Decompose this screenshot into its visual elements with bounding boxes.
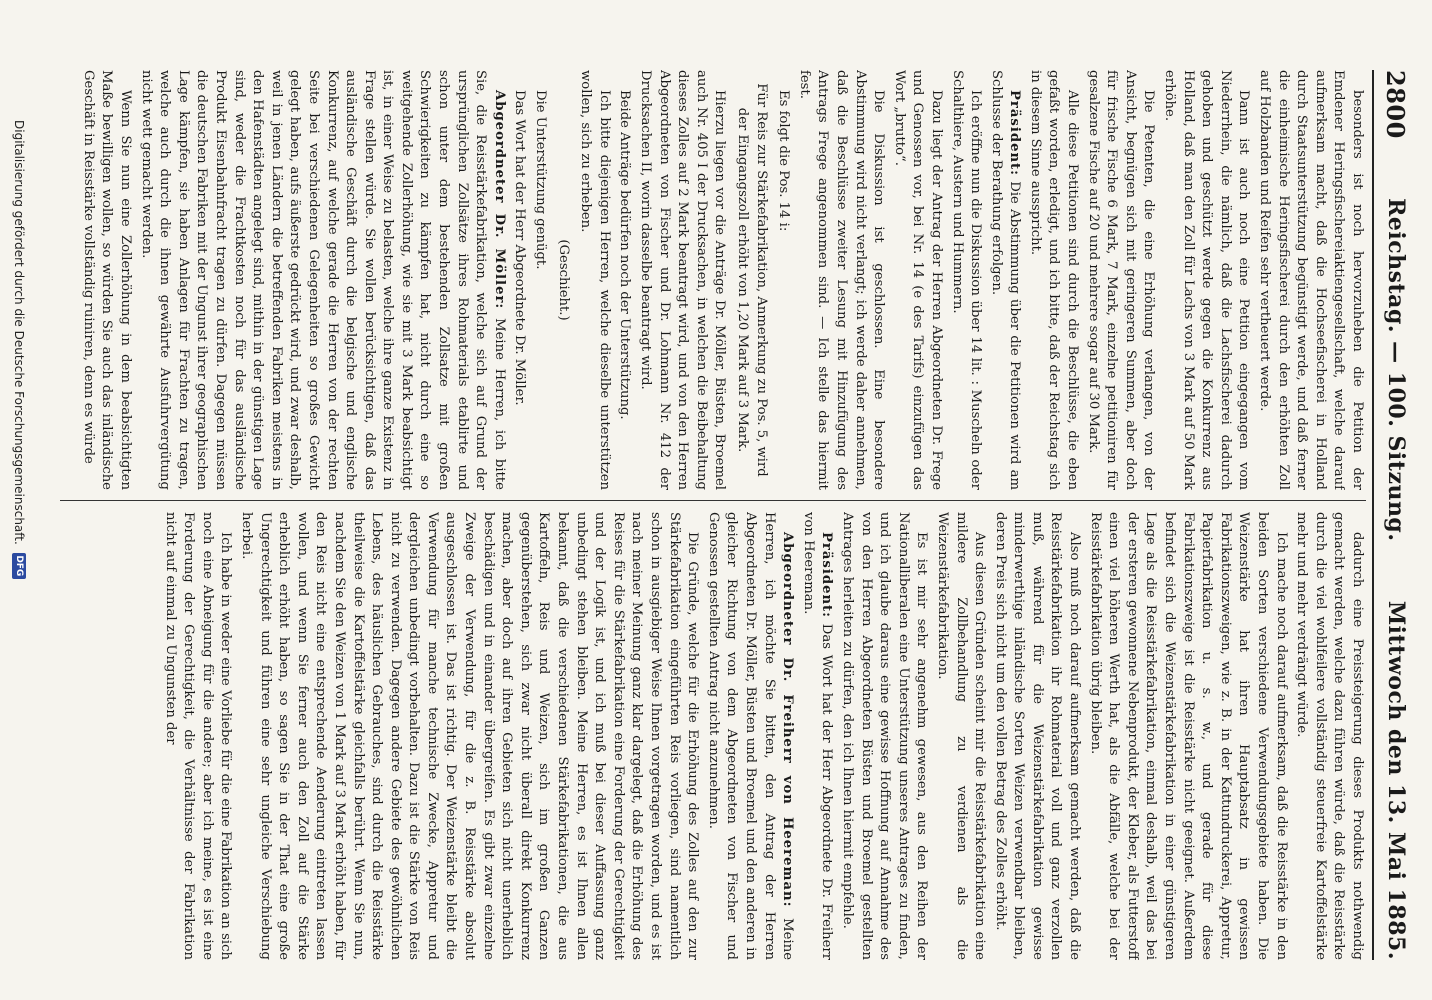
- paragraph: [703, 512, 796, 960]
- footer-text: Digitalisierung gefördert durch die Deutsche Forschungsgemeinschaft.: [12, 120, 26, 545]
- paragraph-text: Ich bitte diejenigen Herren, welche dieselbe unterstützen wollen, sich zu erheben.: [578, 70, 612, 490]
- paragraph-text: dadurch eine Preissteigerung dieses Produkts nothwendig gemacht werden, welche dazu führen würde, daß die Reisstärke durch die viel wohlfeilere vollständig steuerfreie Kartoffelstärke mehr und mehr verdrängt würde.: [1294, 512, 1365, 960]
- paragraph-text: Es ist mir sehr angenehm gewesen, aus den Reihen der Nationalliberalen eine Unterstützung unseres Antrages zu finden, und ich glaube daraus eine gewisse Hoffnung auf Annahme des von den Herren Abgeordneten Büsten und Broemel gestellten Antrages herleiten zu dürfen, den ich Ihnen hiermit empfehle.: [839, 512, 930, 960]
- paragraph-text: Das Wort hat der Herr Abgeordnete Dr. Möller.: [512, 90, 528, 406]
- paragraph-text: (Geschieht.): [555, 239, 571, 321]
- paragraph: [1083, 70, 1157, 490]
- paragraph-text: Ich habe in weder eine Vorliebe für die eine Fabrikation an sich noch eine Abneigung für die andere; aber ich meine, es ist eine Forderung der Gerechtigkeit, die Verhältnisse der Fabrikation nicht auf einmal zu Ungunsten der: [162, 512, 234, 960]
- paragraph: [990, 512, 1083, 960]
- paragraph-text: Also muß noch darauf aufmerksam gemacht werden, daß die Reisstärkefabrikation ihr Rohmaterial voll und ganz verzollen muß, während für die Weizenstärkefabrikation gewisse minderwerthige inländische Sorten Weizen verwendbar bleiben, deren Preis sich nicht um den vollen Betrag des Zolles erhöht.: [992, 512, 1083, 960]
- speaker-name: Präsident:: [819, 532, 835, 619]
- paragraph-text: Hierzu liegen vor die Anträge Dr. Möller, Büsten, Broemel auch Nr. 405 I der Drucksachen, in welchen die Beibehaltung dieses Zolles auf 2 Mark beantragt wird, und von den Herren Abgeordneten von Fischer und Dr. Lohmann Nr. 412 der Drucksachen II, worin dasselbe beantragt wird.: [638, 70, 728, 490]
- paragraph: [947, 70, 984, 490]
- page-number: 2800: [1381, 70, 1411, 139]
- paragraph-text: Die Gründe, welche für die Erhöhung des Zolles auf den zur Stärkefabrikation eingeführten Reis vorliegen, sind namentlich schon in ausgiebiger Weise Ihnen vorgetragen worden, und es ist nach meiner Meinung ganz klar dargelegt, daß die Erhöhung des Reises für die Stärkefabrikation eine Forderung der Gerechtigkeit und der Logik ist, und ich muß bei dieser Auffassung ganz unbedingt stehen bleiben. Meine Herren, es ist Ihnen allen bekannt, daß die verschiedenen Stärkefabrikationen, die aus Kartoffeln, Reis und Weizen, sich im großen Ganzen gegenüberstehen, sich zwar nicht überall direkt Konkurrenz machen, aber doch auf ihren Gebieten sich nicht unerheblich beschädigen und in einander übergreifen. Es gibt zwar einzelne Zweige der Verwendung, für die z. B. Reisstärke absolut ausgeschlossen ist. Das ist richtig. Der Weizenstärke bleibt die Verwendung für manche technische Zwecke, Appretur und dergleichen unbedingt vorbehalten. Dazu ist die Stärke von Reis nicht zu verwenden. Dagegen andere Gebiete des gewöhnlichen Lebens, des häuslichen Gebrauches, sind durch die Reisstärke theilweise die Kartoffelstärke gleichfalls berührt. Wenn Sie nun, nachdem Sie den Weizen von 1 Mark auf 3 Mark erhöht haben, für den Reis nicht eine entsprechende Aenderung eintreten lassen wollen, und wenn Sie ferner auch den Zoll auf die Stärke erheblich erhöht haben, so sagen Sie in der That eine große Ungerechtigkeit und führen eine sehr ungleiche Verschiebung herbei.: [238, 512, 701, 960]
- paragraph-text: Meine Herren, ich bitte Sie, die Reisstärkefabrikation, welche sich auf Grund der ursprünglichen Zollsätze ihres Rohmaterials etablirte und schon unter dem bestehenden Zollsatze mit großen Schwierigkeiten zu kämpfen hat, nicht durch eine so weitgehende Zollerhöhung, wie sie mit 3 Mark beabsichtigt ist, in einer Weise zu belasten, welche ihre ganze Existenz in Frage stellen würde. Sie wollen berücksichtigen, daß das ausländische Geschäft durch die belgische und englische Konkurrenz, auf welche gerade die Herren von der rechten Seite bei verschiedenen Gelegenheiten so großes Gewicht gelegt haben, aufs äußerste gedrückt wird, und zwar deshalb, weil in jenen Ländern die betreffenden Fabriken meistens in den Hafenstädten angelegt sind, mithin in der günstigen Lage sind, weder die Frachtkosten noch für das ausländische Produkt Eisenbahnfracht tragen zu dürfen. Dagegen müssen die deutschen Fabriken mit der Ungunst ihrer geographischen Lage kämpfen, sie haben Anlagen für Frachten zu tragen, welche auch durch die ihnen gewährte Ausfuhrvergütung nicht wett gemacht werden.: [138, 70, 507, 490]
- paragraph: [635, 70, 728, 490]
- page-footer: [8, 120, 30, 980]
- paragraph-text: Aus diesen Gründen scheint mir die Reisstärkefabrikation eine mildere Zollbehandlung zu verdienen als die Weizenstärkefabrikation.: [934, 512, 988, 960]
- paragraph-text: Die Abstimmung über die Petitionen wird am Schlusse der Berathung erfolgen.: [988, 70, 1023, 490]
- paragraph: [732, 70, 769, 490]
- paragraph: [986, 70, 1023, 490]
- paragraph: [530, 70, 549, 490]
- session-date: Mittwoch den 13. Mai 1885.: [1383, 600, 1409, 960]
- paragraph-text: Es folgt die Pos. 14 i:: [776, 90, 792, 232]
- paragraph-text: Dann ist auch noch eine Petition eingegangen vom Niederrhein, die nämlich, daß die Lachsfischerei dadurch gehoben und geschützt werde gegen die Konkurrenz aus Holland, daß man den Zoll für Lachs von 3 Mark auf 50 Mark erhöhe.: [1162, 70, 1252, 490]
- paragraph: [136, 70, 508, 490]
- paragraph-text: Alle diese Petitionen sind durch die Beschlüsse, die eben gefaßt worden, erledigt, und ich bitte, daß der Reichstag sich in diesem Sinne ausspricht.: [1027, 70, 1081, 490]
- running-title: Reichstag. — 100. Sitzung.: [1383, 198, 1409, 542]
- paragraph-text: Für Reis zur Stärkefabrikation, Anmerkung zu Pos. 5, wird der Eingangszoll erhöht von 1,20 Mark auf 3 Mark.: [735, 83, 769, 477]
- paragraph-text: Ich mache noch darauf aufmerksam, daß die Reisstärke in den beiden Sorten verschiedene Verwendungsgebiete haben. Die Weizenstärke hat ihren Hauptabsatz in gewissen Fabrikationszweigen, wie z. B. in der Kattundruckerei, Appretur, Papierfabrikation u. s. w., und gerade für diese Fabrikationszweige ist die Reisstärke nicht geeignet. Außerdem befindet sich die Weizenstärkefabrikation in einer günstigeren Lage als die Reisstärkefabrikation, einmal deshalb, weil das bei der ersteren gewonnene Nebenprodukt, der Kleber, als Futterstoff einen viel höheren Werth hat, als die Abfälle, welche bei der Reisstärkefabrikation übrig bleiben.: [1087, 512, 1289, 960]
- paragraph: [774, 70, 793, 490]
- paragraph: [236, 512, 701, 960]
- paragraph-text: Die Unterstützung genügt.: [533, 90, 549, 270]
- paragraph-text: Die Diskussion ist geschlossen. Eine besondere Abstimmung wird nicht verlangt; ich werde daher annehmen, daß die Beschlüsse zweiter Lesung mit Hinzufügung des Antrags Frege angenommen sind. — Ich stelle das hiermit fest.: [796, 70, 887, 490]
- paragraph-text: besonders ist noch hervorzuheben die Petition der Emdener Heringsfischereiaktiengesellschaft, welche darauf aufmerksam macht, daß die Hochseefischerei in Holland durch Staatsunterstützung begünstigt werde, und daß ferner die einheimische Heringsfischerei durch den erhöhten Zoll auf Holzbanden und Reifen sehr vertheuert werde.: [1257, 70, 1365, 490]
- paragraph: [1159, 70, 1252, 490]
- paragraph: [1025, 70, 1081, 490]
- header-rule: [1372, 70, 1374, 960]
- paragraph: [510, 70, 529, 490]
- speaker-name: Präsident:: [1007, 90, 1023, 177]
- paragraph: [576, 70, 613, 490]
- paragraph: [794, 70, 887, 490]
- paragraph: [837, 512, 930, 960]
- paragraph-text: Das Wort hat der Herr Abgeordnete Dr. Freiherr von Heereman.: [800, 512, 835, 960]
- paragraph-text: Ich eröffne nun die Diskussion über 14 lit. : Muscheln oder Schalthiere, Austern und Hummern.: [949, 70, 984, 490]
- paragraph: [1085, 512, 1290, 960]
- paragraph-text: Meine Herren, ich möchte Sie bitten, den Antrag der Herren Abgeordneten Dr. Möller, Büsten und Broemel und den anderen in gleicher Richtung von dem Abgeordneten von Fischer und Genossen gestellten Antrag nicht anzunehmen.: [705, 512, 796, 960]
- paragraph: [1292, 512, 1366, 960]
- dfg-logo-icon: DFG: [12, 553, 26, 579]
- paragraph: [1254, 70, 1366, 490]
- paragraph: [889, 70, 945, 490]
- paragraph: [615, 70, 634, 490]
- paragraph: [78, 70, 134, 490]
- paragraph: [160, 512, 234, 960]
- paragraph-text: Dazu liegt der Antrag der Herren Abgeordneten Dr. Frege und Genossen vor, bei Nr. 14 (e des Tarifs) einzufügen das Wort „brutto“.: [891, 70, 944, 490]
- column-divider: [60, 500, 1366, 501]
- page-header: [1378, 70, 1414, 960]
- left-column: [60, 70, 1366, 490]
- paragraph-text: Die Petenten, die eine Erhöhung verlangen, von der Ansicht, begnügen sich mit geringeren Summen, aber doch für frische Fische 6 Mark, 7 Mark, einzelne petitioniren für gesalzene Fische auf 20 und mehrere sogar auf 30 Mark.: [1085, 70, 1157, 490]
- paragraph: [553, 70, 572, 490]
- right-column: [60, 512, 1366, 960]
- paragraph: [798, 512, 835, 960]
- paragraph-text: Beide Anträge bedürfen noch der Unterstützung.: [617, 90, 633, 420]
- speaker-name: Abgeordneter Dr. Freiherr von Heereman:: [780, 532, 796, 908]
- speaker-name: Abgeordneter Dr. Möller:: [491, 90, 507, 310]
- paragraph-text: Wenn Sie nun eine Zollerhöhung in dem beabsichtigten Maße bewilligen wollen, so würden Sie auch das inländische Geschäft in Reisstärke vollständig ruiniren, denn es würde: [80, 70, 133, 490]
- paragraph: [932, 512, 988, 960]
